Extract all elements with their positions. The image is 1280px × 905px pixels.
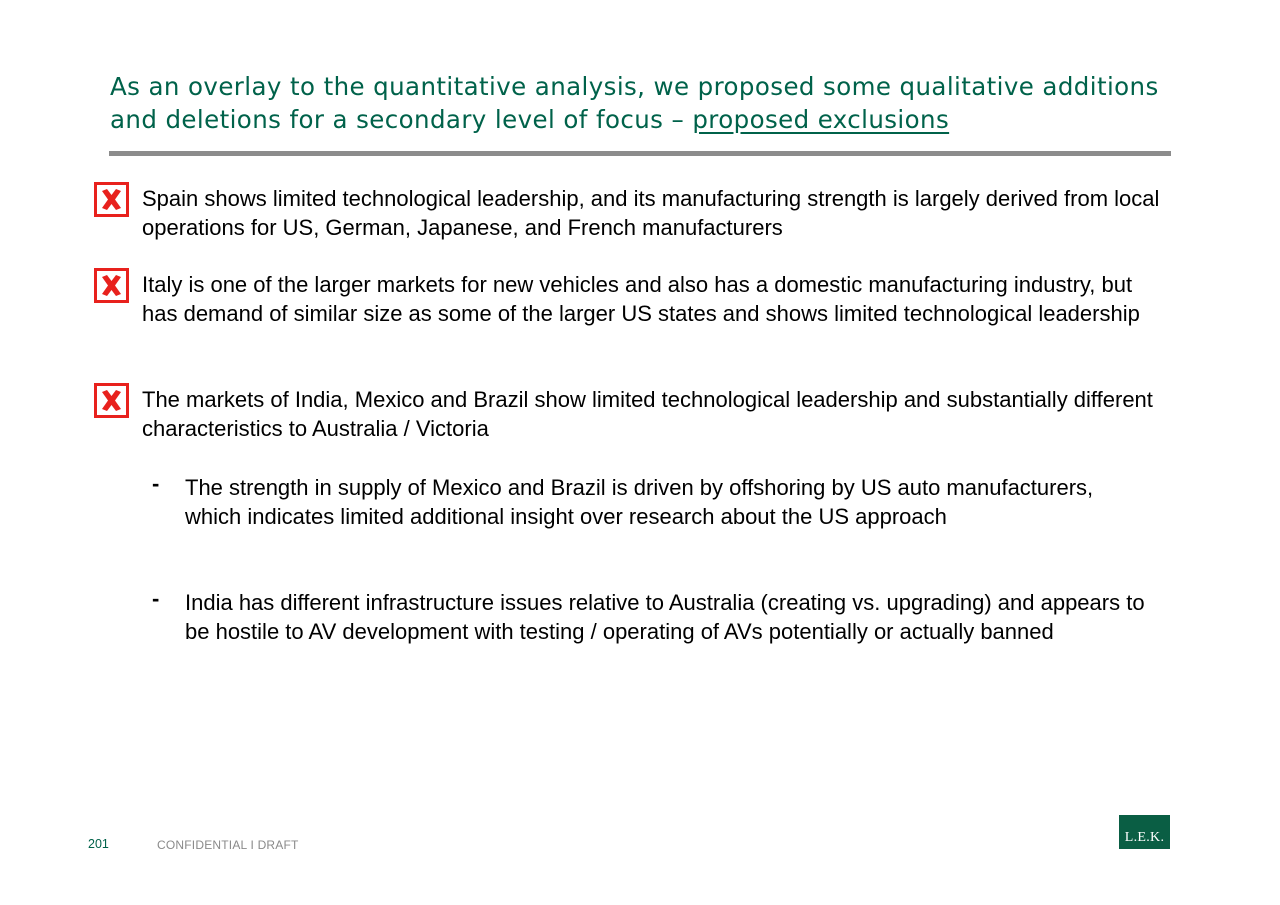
page-number: 201 [88,837,109,851]
red-x-box-icon [94,182,129,217]
lek-logo [1119,815,1170,849]
confidential-label: CONFIDENTIAL I DRAFT [157,838,299,852]
bullet-text: Spain shows limited technological leadership, and its manufacturing strength is largely derived from local operations for US, German, Japanese, and French manufacturers [142,186,1160,241]
page-title-main: As an overlay to the quantitative analysis, we proposed some qualitative additions and deletions for a secondary level of focus – [110,72,1159,134]
title-divider [109,151,1171,156]
bullet-text: The markets of India, Mexico and Brazil show limited technological leadership and substantially different characteristics to Australia / Victoria [142,387,1153,442]
sub-bullet-text: The strength in supply of Mexico and Brazil is driven by offshoring by US auto manufacturers, which indicates limited additional insight over research about the US approach [185,475,1094,530]
red-x-box-icon [94,383,129,418]
dash-marker: - [152,586,160,611]
sub-bullet-text: India has different infrastructure issues relative to Australia (creating vs. upgrading) and appears to be hostile to AV development with testing / operating of AVs potentially or actually banned [185,590,1145,645]
page-title-emphasis: proposed exclusions [692,105,950,134]
dash-marker: - [152,471,160,496]
logo-text: L.E.K. [1124,830,1165,845]
bullet-text: Italy is one of the larger markets for new vehicles and also has a domestic manufacturing industry, but has demand of similar size as some of the larger US states and shows limited technological leadership [142,272,1140,327]
page-title [110,70,1180,136]
red-x-box-icon [94,268,129,303]
